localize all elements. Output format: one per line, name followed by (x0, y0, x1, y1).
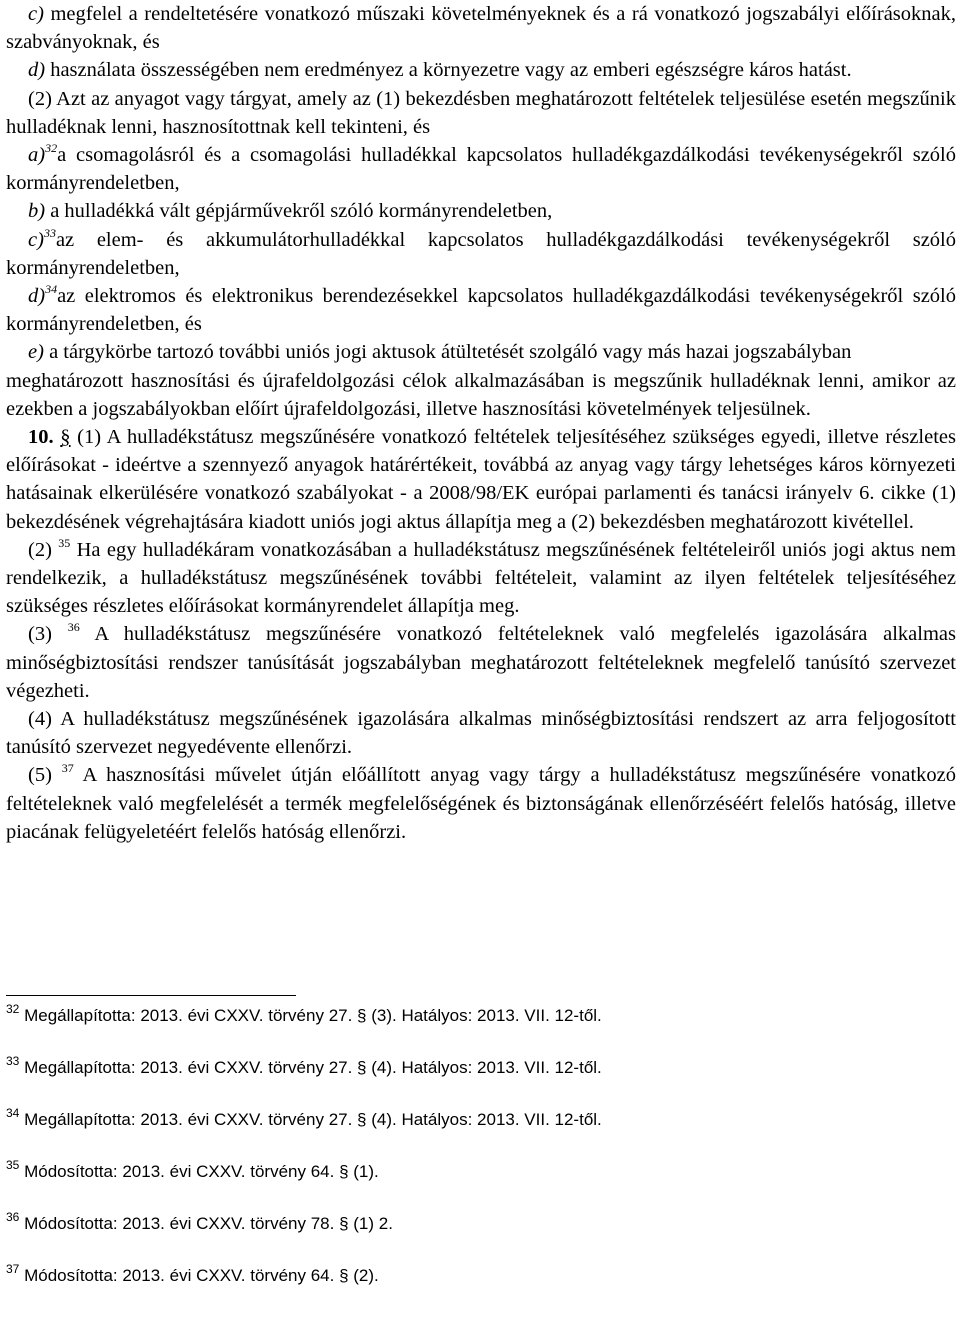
item-d-label: d) (28, 59, 46, 82)
footnote-number: 36 (6, 1210, 20, 1224)
footnote-number: 33 (6, 1054, 20, 1068)
item-b2 (6, 197, 956, 225)
footnote-35 (6, 1158, 946, 1183)
section-10-3-lead: (3) (28, 623, 52, 646)
item-a2-text: a csomagolásról és a csomagolási hulladékkal kapcsolatos hulladékgazdálkodási tevékenységekről szóló kormányrendeletben, (6, 144, 956, 195)
footnote-ref-35[interactable]: 35 (58, 535, 71, 550)
item-d2-text: az elektromos és elektronikus berendezésekkel kapcsolatos hulladékgazdálkodási tevékenységekről szóló kormányrendeletben, és (6, 285, 956, 336)
item-b2-text: a hulladékká vált gépjárművekről szóló kormányrendeletben, (45, 200, 553, 223)
item-c-label: c) (28, 3, 44, 25)
item-e2-text: a tárgykörbe tartozó további uniós jogi aktusok átültetését szolgáló vagy más hazai jogszabályban (43, 341, 852, 364)
footnote-text: Módosította: 2013. évi CXXV. törvény 78. § (1) 2. (19, 1214, 393, 1233)
footnote-ref-37[interactable]: 37 (61, 761, 74, 776)
footnote-number: 34 (6, 1106, 20, 1120)
section-10-5 (6, 761, 956, 846)
footnote-text: Módosította: 2013. évi CXXV. törvény 64. § (1). (19, 1162, 379, 1181)
section-10-3 (6, 620, 956, 705)
section-10-1 (6, 423, 956, 536)
footnote-36 (6, 1210, 946, 1235)
item-d2 (6, 282, 956, 338)
footnote-text: Megállapította: 2013. évi CXXV. törvény 27. § (4). Hatályos: 2013. VII. 12-től. (19, 1058, 602, 1077)
section-10-2 (6, 536, 956, 621)
section-sign: § (60, 426, 71, 449)
section-10-5-lead: (5) (28, 764, 52, 787)
footnote-text: Megállapította: 2013. évi CXXV. törvény 27. § (4). Hatályos: 2013. VII. 12-től. (19, 1110, 602, 1129)
footnote-number: 35 (6, 1158, 20, 1172)
footnote-33 (6, 1054, 946, 1079)
item-c-text: megfelel a rendeltetésére vonatkozó műszaki követelményeknek és a rá vonatkozó jogszabályi előírásoknak, szabványoknak, és (6, 3, 956, 54)
item-c2-text: az elem- és akkumulátorhulladékkal kapcsolatos hulladékgazdálkodási tevékenységekről szóló kormányrendeletben, (6, 228, 956, 279)
footnote-ref-33[interactable]: 33 (43, 225, 56, 240)
item-e2-label: e) (28, 341, 44, 364)
section-10-2-lead: (2) (28, 538, 52, 561)
item-c (6, 0, 956, 56)
footnote-number: 37 (6, 1262, 20, 1276)
item-c2-label: c) (28, 228, 44, 251)
section-10-3-text: A hulladékstátusz megszűnésére vonatkozó feltételeknek való megfelelés igazolására alkalmas minőségbiztosítási rendszer tanúsítását jogszabályban meghatározott feltételeknek megfelelő tanúsító szervezet végezheti. (6, 623, 956, 702)
item-c2 (6, 226, 956, 282)
paragraph-2: (2) Azt az anyagot vagy tárgyat, amely az (1) bekezdésben meghatározott feltételek teljesülése esetén megszűnik hulladéknak lenni, hasznosítottnak kell tekinteni, és (6, 87, 956, 138)
document-page (6, 0, 956, 846)
footnote-text: Módosította: 2013. évi CXXV. törvény 64. § (2). (19, 1266, 379, 1285)
item-b2-label: b) (28, 200, 46, 223)
item-d-text: használata összességében nem eredményez a környezetre vagy az emberi egészségre káros hatást. (45, 59, 852, 82)
footnote-34 (6, 1106, 946, 1131)
item-d (6, 56, 956, 84)
footnote-divider (6, 995, 296, 996)
closing-paragraph: meghatározott hasznosítási és újrafeldolgozási célok alkalmazásában is megszűnik hulladéknak lenni, amikor az ezekben a jogszabályokban előírt újrafeldolgozási, illetve hasznosítási követelmények teljesülnek. (6, 369, 956, 420)
section-10-5-text: A hasznosítási művelet útján előállított anyag vagy tárgy a hulladékstátusz megszűnésére vonatkozó feltételeknek való megfelelését a termék megfelelőségének és biztonságának ellenőrzéséért felelős hatóság, illetve piacának felügyeletéért felelős hatóság ellenőrzi. (6, 764, 956, 843)
footnote-37 (6, 1262, 946, 1287)
footnote-text: Megállapította: 2013. évi CXXV. törvény 27. § (3). Hatályos: 2013. VII. 12-től. (19, 1006, 602, 1025)
footnotes (6, 1002, 946, 1317)
footnote-ref-34[interactable]: 34 (45, 282, 58, 297)
section-number: 10. (28, 426, 54, 449)
section-10-1-text: (1) A hulladékstátusz megszűnésére vonatkozó feltételek teljesítéséhez szükséges egyedi, illetve részletes előírásokat - ideértve a szennyező anyagok határértékeit, továbbá az anyag vagy tárgy lehetséges káros környezeti hatásainak elkerülésére vonatkozó szabályokat - a 2008/98/EK európai parlamenti és tanácsi irányelv 6. cikke (1) bekezdésének végrehajtására kiadott uniós jogi aktus állapítja meg a (2) bekezdésben meghatározott kivétellel. (6, 426, 956, 533)
item-d2-label: d) (28, 285, 46, 308)
footnote-ref-36[interactable]: 36 (67, 620, 80, 635)
item-a2-label: a) (28, 144, 46, 167)
item-a2 (6, 141, 956, 197)
footnote-ref-32[interactable]: 32 (45, 141, 58, 156)
item-e2 (6, 338, 956, 366)
footnote-32 (6, 1002, 946, 1027)
section-10-2-text: Ha egy hulladékáram vonatkozásában a hulladékstátusz megszűnésének feltételeiről uniós jogi aktus nem rendelkezik, a hulladékstátusz megszűnésének további feltételeit, valamint az ilyen feltételek teljesítéséhez szükséges részletes előírásokat kormányrendelet állapítja meg. (6, 538, 956, 618)
section-10-4: (4) A hulladékstátusz megszűnésének igazolására alkalmas minőségbiztosítási rendszert az arra feljogosított tanúsító szervezet negyedévente ellenőrzi. (6, 708, 956, 759)
footnote-number: 32 (6, 1002, 20, 1016)
